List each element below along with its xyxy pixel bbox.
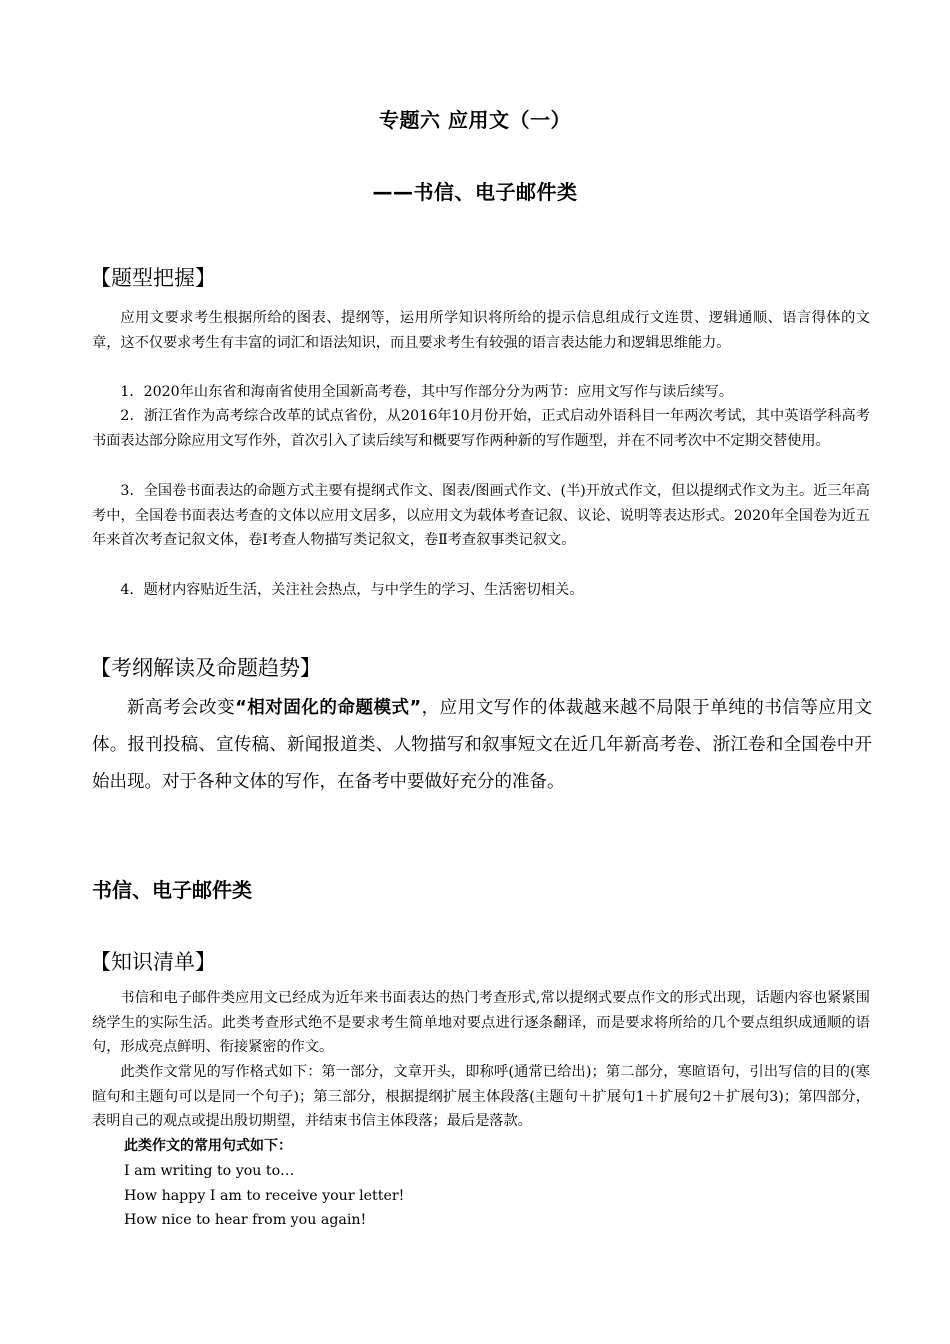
- list-item: 3．全国卷书面表达的命题方式主要有提纲式作文、图表/图画式作文、(半)开放式作文，但以提纲式作文为主。近三年高考中，全国卷书面表达考查的文体以应用文居多，以应用文为载体考查记叙、议论、说明等表达形式。2020年全国卷为近五年来首次考查记叙文体，卷Ⅰ考查人物描写类记叙文，卷Ⅱ考查叙事类记叙文。: [92, 483, 870, 549]
- list-item: 4．题材内容贴近生活，关注社会热点，与中学生的学习、生活密切相关。: [120, 582, 584, 598]
- trend-paragraph: [92, 690, 872, 801]
- list-item: 2．浙江省作为高考综合改革的试点省份，从2016年10月份开始，正式启动外语科目一年两次考试，其中英语学科高考书面表达部分除应用文写作外，首次引入了读后续写和概要写作两种新的写作题型，并在不同考次中不定期交替使用。: [92, 408, 870, 449]
- section-heading-question-type: 【题型把握】: [90, 266, 216, 290]
- sentence-pattern: How happy I am to receive your letter!: [124, 1188, 405, 1204]
- trend-text-emphasis: “相对固化的命题模式”: [235, 698, 422, 718]
- page-title: 专题六 应用文（一）: [379, 108, 571, 132]
- sentence-pattern: How nice to hear from you again!: [124, 1212, 367, 1228]
- patterns-label: 此类作文的常用句式如下：: [124, 1138, 292, 1154]
- page-subtitle: ——书信、电子邮件类: [372, 180, 578, 204]
- knowledge-paragraph: 书信和电子邮件类应用文已经成为近年来书面表达的热门考查形式,常以提纲式要点作文的形式出现，话题内容也紧紧围绕学生的实际生活。此类考查形式绝不是要求考生简单地对要点进行逐条翻译，而是要求将所给的几个要点组织成通顺的语句，形成亮点鲜明、衔接紧密的作文。: [92, 990, 870, 1056]
- list-item: 1．2020年山东省和海南省使用全国新高考卷，其中写作部分分为两节：应用文写作与读后续写。: [120, 384, 734, 400]
- section-heading-knowledge-list: 【知识清单】: [90, 950, 216, 974]
- trend-text-before: 新高考会改变: [127, 698, 236, 718]
- format-paragraph: 此类作文常见的写作格式如下：第一部分，文章开头，即称呼(通常已给出)；第二部分，寒暄语句，引出写信的目的(寒暄句和主题句可以是同一个句子)；第三部分，根据提纲扩展主体段落(主题句＋扩展句1＋扩展句2＋扩展句3)；第四部分，表明自己的观点或提出殷切期望，并结束书信主体段落；最后是落款。: [92, 1064, 870, 1130]
- trend-text-after: ，应用文写作的体裁越来越不局限于单纯的书信等应用文体。报刊投稿、宣传稿、新闻报道类、人物描写和叙事短文在近几年新高考卷、浙江卷和全国卷中开始出现。对于各种文体的写作，在备考中要做好充分的准备。: [92, 698, 872, 792]
- section-title-letters-emails: 书信、电子邮件类: [92, 878, 252, 902]
- section-heading-syllabus-trend: 【考纲解读及命题趋势】: [90, 656, 321, 680]
- sentence-pattern: I am writing to you to…: [124, 1163, 295, 1179]
- intro-paragraph: 应用文要求考生根据所给的图表、提纲等，运用所学知识将所给的提示信息组成行文连贯、逻辑通顺、语言得体的文章，这不仅要求考生有丰富的词汇和语法知识，而且要求考生有较强的语言表达能力和逻辑思维能力。: [92, 310, 870, 351]
